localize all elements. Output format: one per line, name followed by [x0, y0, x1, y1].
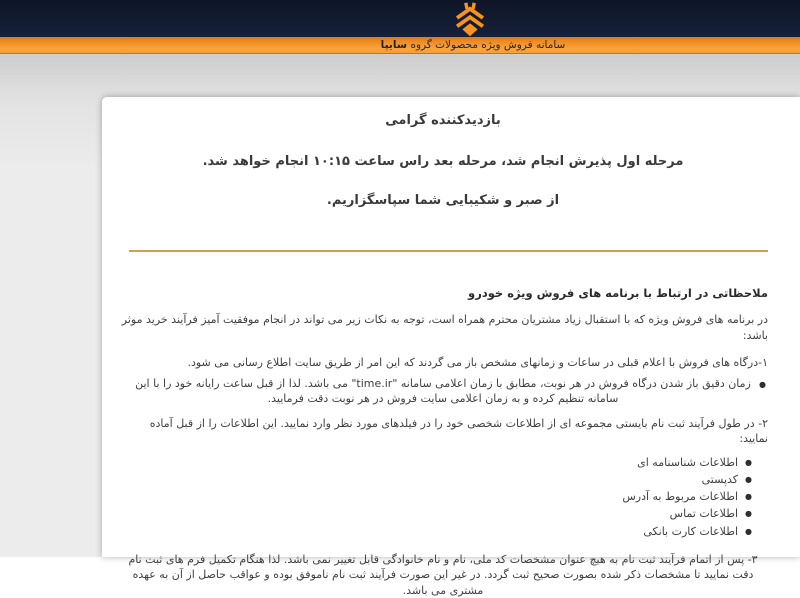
- list-item: [118, 471, 752, 488]
- saipa-logo-diamond: [462, 23, 477, 36]
- header-title-regular: سامانه فروش ویژه محصولات گروه: [407, 39, 566, 51]
- item-1-note-text: زمان دقیق باز شدن درگاه فروش در هر نوبت، مطابق با زمان اعلامی سامانه "time.ir" می باشد. لذا از قبل ساعت رایانه خود را با این سامانه تنظیم کرده و به زمان اعلامی سایت فروش در هر نوبت دقت فرمایید.: [135, 376, 751, 405]
- list-item-label: اطلاعات مربوط به آدرس: [622, 490, 739, 504]
- list-item-label: کدپستی: [701, 472, 739, 486]
- section-heading: ملاحظاتی در ارتباط با برنامه های فروش ویژه خودرو: [468, 286, 768, 300]
- list-item-label: اطلاعات تماس: [669, 507, 739, 521]
- gold-divider: [129, 250, 768, 252]
- header-title: [381, 39, 566, 51]
- stage-message: مرحله اول پذیرش انجام شد، مرحله بعد راس ساعت ۱۰:۱۵ انجام خواهد شد.: [202, 154, 684, 169]
- content-card: [102, 97, 800, 597]
- required-info-list: [118, 454, 768, 540]
- greeting-text: بازدیدکننده گرامی: [385, 113, 501, 128]
- bullet-icon: ●: [745, 474, 752, 484]
- list-item-label: اطلاعات شناسنامه ای: [637, 455, 739, 469]
- card-inner: [102, 97, 800, 598]
- saipa-logo-icon: [451, 2, 489, 37]
- header: [0, 0, 800, 54]
- list-item: [118, 505, 752, 522]
- item-1-text: ۱-درگاه های فروش با اعلام قبلی در ساعات و زمانهای مشخص باز می گردند که این امر از طریق سایت اطلاع رسانی می شود.: [187, 356, 768, 369]
- header-title-bar: [0, 37, 800, 54]
- header-navy-band: [0, 0, 800, 37]
- intro-paragraph: در برنامه های فروش ویژه که با استقبال زیاد مشتریان محترم همراه است، توجه به نکات زیر می تواند در انجام موفقیت آمیز فرآیند خرید موثر باشد:: [121, 313, 768, 342]
- list-item-label: اطلاعات کارت بانکی: [643, 524, 739, 538]
- list-item: [118, 488, 752, 505]
- bullet-icon: ●: [745, 526, 752, 536]
- bullet-icon: ●: [745, 509, 752, 519]
- list-item: [118, 454, 752, 471]
- item-1-note: [118, 376, 768, 407]
- list-item: [118, 523, 752, 540]
- bullet-icon: ●: [745, 457, 752, 467]
- bullet-icon: ●: [745, 492, 752, 502]
- item-3-text: ۳- پس از اتمام فرآیند ثبت نام به هیچ عنوان مشخصات کد ملی، نام و نام خانوادگی قابل تغییر نمی باشد. لذا هنگام تکمیل فرم های ثبت نام دقت نمایید تا مشخصات ذکر شده بصورت صحیح ثبت گردد. در غیر این صورت فرآیند ثبت نام ناموفق بوده و عواقب حاصل از آن به عهده مشتری می باشد.: [128, 552, 758, 597]
- item-2-text: ۲- در طول فرآیند ثبت نام بایستی مجموعه ای از اطلاعات شخصی خود را در فیلدهای مورد نظر وارد نمایید. این اطلاعات را از قبل آماده نمایید:: [149, 416, 768, 445]
- thanks-message: از صبر و شکیبایی شما سپاسگزاریم.: [326, 193, 560, 208]
- header-title-brand: سایپا: [380, 39, 408, 51]
- bullet-icon: ●: [759, 379, 766, 389]
